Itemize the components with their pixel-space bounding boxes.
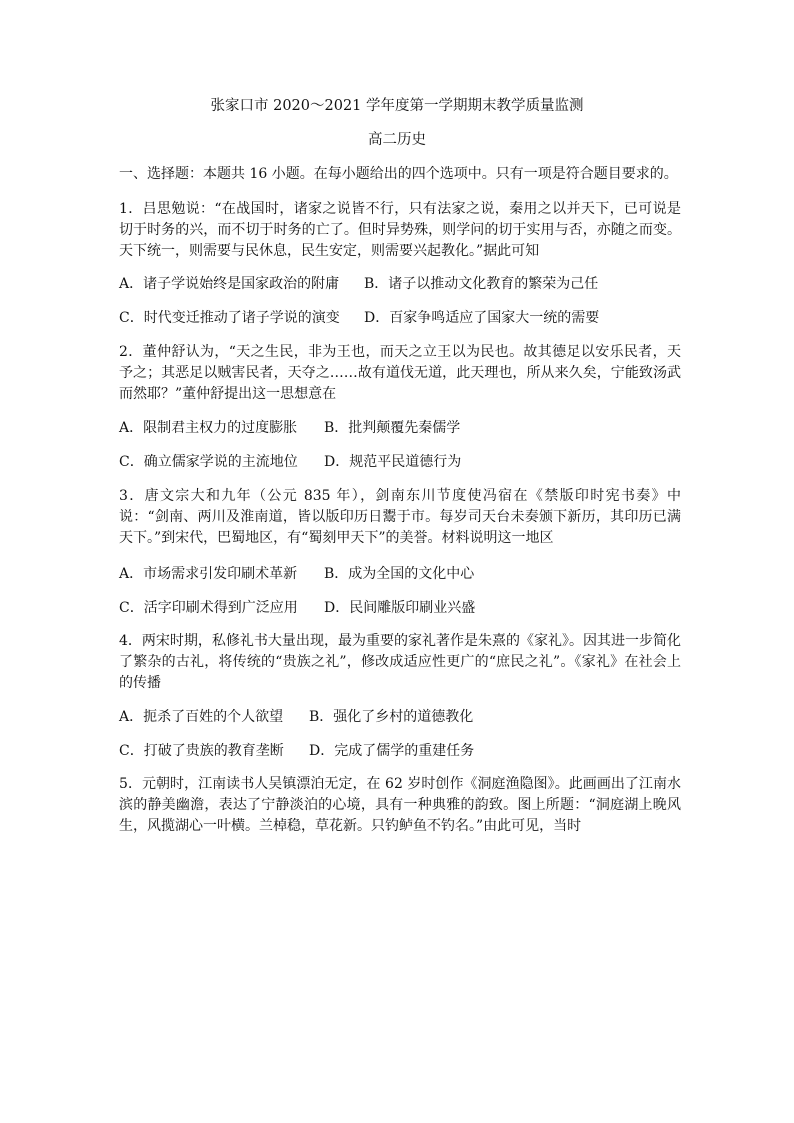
question-3-options: [119, 564, 681, 584]
q2-option-c: C．确立儒家学说的主流地位: [119, 454, 298, 470]
question-5-stem: 5．元朝时，江南读书人吴镇漂泊无定，在 62 岁时创作《洞庭渔隐图》。此画画出了江南水滨的静美幽澹，表达了宁静淡泊的心境，具有一种典雅的韵致。图上所题：“洞庭湖上晚风生，风揽湖心一叶横。兰棹稳，草花新。只钓鲈鱼不钓名。”由此可见，当时: [119, 776, 681, 834]
question-1-stem: 1．吕思勉说：“在战国时，诸家之说皆不行，只有法家之说，秦用之以并天下，已可说是切于时务的兴，而不切于时务的亡了。但时异势殊，则学问的切于实用与否，亦随之而变。天下统一，则需要与民休息，民生安定，则需要兴起教化。”据此可知: [119, 201, 681, 259]
q4-option-d: D．完成了儒学的重建任务: [309, 743, 475, 759]
question-4-stem: 4．两宋时期，私修礼书大量出现，最为重要的家礼著作是朱熹的《家礼》。因其进一步简化了繁杂的古礼，将传统的“贵族之礼”，修改成适应性更广的“庶民之礼”。《家礼》在社会上的传播: [119, 633, 681, 691]
q1-option-a: A．诸子学说始终是国家政治的附庸: [119, 276, 340, 292]
question-4-options: [119, 707, 681, 727]
question-1-options: [119, 274, 681, 294]
q4-option-b: B．强化了乡村的道德教化: [309, 709, 474, 725]
q4-option-c: C．打破了贵族的教育垄断: [119, 743, 284, 759]
question-3-options-2: [119, 598, 681, 618]
q2-option-b: B．批判颠覆先秦儒学: [324, 420, 461, 436]
question-2-stem: 2．董仲舒认为，“天之生民，非为王也，而天之立王以为民也。故其德足以安乐民者，天予之；其恶足以贼害民者，天夺之……故有道伐无道，此天理也，所从来久矣，宁能致汤武而然耶？”董仲舒提出这一思想意在: [119, 344, 681, 402]
section-heading: 一、选择题：本题共 16 小题。在每小题给出的四个选项中。只有一项是符合题目要求的。: [119, 166, 678, 182]
question-2-options-2: [119, 452, 681, 472]
q3-option-b: B．成为全国的文化中心: [324, 566, 475, 582]
question-1-options-2: [119, 308, 681, 328]
question-4-options-2: [119, 741, 681, 761]
q2-option-d: D．规范平民道德行为: [324, 454, 462, 470]
subject-title: 高二历史: [368, 132, 426, 148]
q3-option-d: D．民间雕版印刷业兴盛: [324, 600, 476, 616]
q1-option-d: D．百家争鸣适应了国家大一统的需要: [364, 310, 600, 326]
q2-option-a: A．限制君主权力的过度膨胀: [119, 420, 298, 436]
question-3-stem: 3．唐文宗大和九年（公元 835 年），剑南东川节度使冯宿在《禁版印时宪书奏》中说：“剑南、两川及淮南道，皆以版印历日鬻于市。每岁司天台未奏颁下新历，其印历已满天下。”到宋代，巴蜀地区，有“蜀刻甲天下”的美誉。材料说明这一地区: [119, 488, 681, 546]
question-2-options: [119, 418, 681, 438]
q1-option-c: C．时代变迁推动了诸子学说的演变: [119, 310, 340, 326]
q4-option-a: A．扼杀了百姓的个人欲望: [119, 709, 284, 725]
exam-title: 张家口市 2020～2021 学年度第一学期期末教学质量监测: [210, 98, 584, 114]
q3-option-a: A．市场需求引发印刷术革新: [119, 566, 298, 582]
q3-option-c: C．活字印刷术得到广泛应用: [119, 600, 298, 616]
q1-option-b: B．诸子以推动文化教育的繁荣为己任: [364, 276, 599, 292]
